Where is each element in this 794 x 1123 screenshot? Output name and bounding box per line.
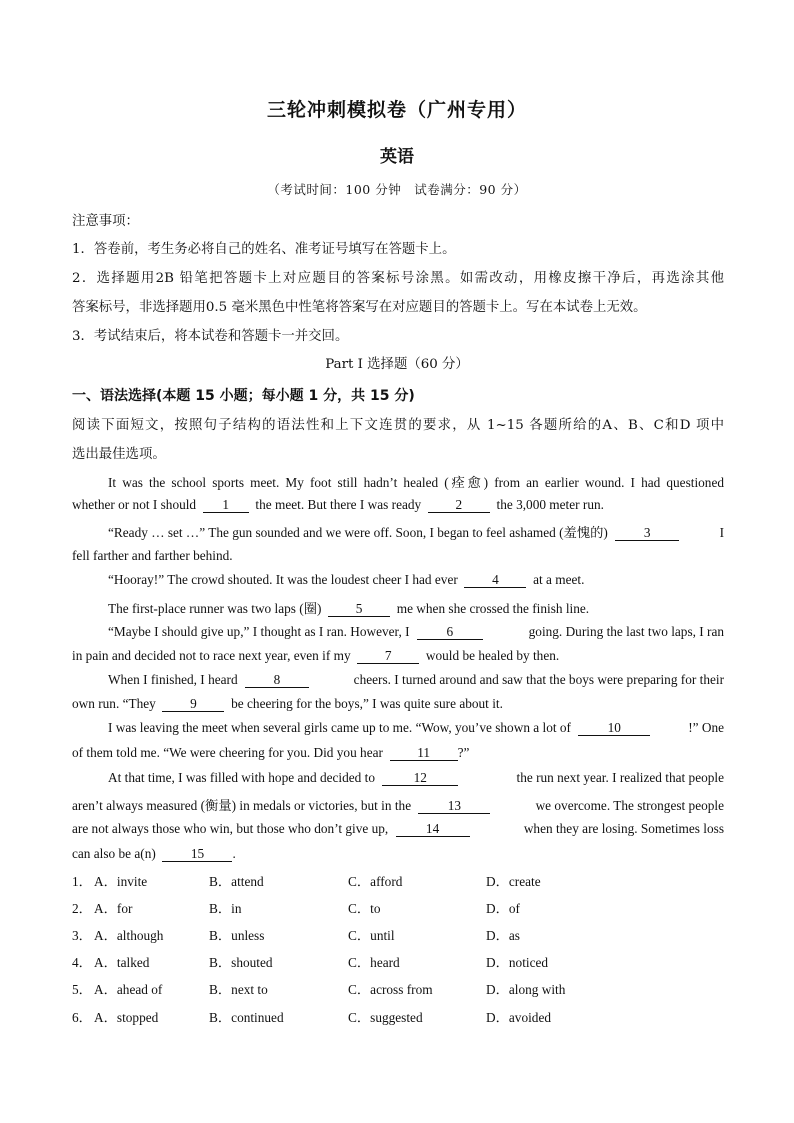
note-2-line-1: 2．选择题用2B 铅笔把答题卡上对应题目的答案标号涂黑。如需改动，用橡皮擦干净后，再选涂其他 [72, 271, 724, 286]
passage-line [72, 821, 724, 837]
blank-6: 6 [417, 625, 483, 640]
option-c[interactable]: C．heard [348, 955, 400, 970]
page-title: 三轮冲刺模拟卷（广州专用） [266, 99, 527, 121]
passage-text: own run. “They [72, 696, 156, 711]
question-number: 3． [72, 928, 92, 943]
section-heading: 一、语法选择(本题 15 小题；每小题 1 分，共 15 分) [72, 388, 415, 404]
passage-line [72, 497, 724, 513]
option-a[interactable]: A．talked [94, 955, 150, 970]
section-instruction-line-1: 阅读下面短文，按照句子结构的语法性和上下文连贯的要求，从 1~15 各题所给的A、B、C和D 项中 [72, 418, 724, 433]
passage-text: At that time, I was filled with hope and decided to [108, 770, 375, 785]
passage-text: !” One [688, 720, 724, 735]
question-number: 2． [72, 901, 92, 916]
passage-text: whether or not I should [72, 497, 197, 512]
passage-text: “Ready … set …” The gun sounded and we were off. Soon, I began to feel ashamed (羞愧的) [108, 525, 608, 540]
passage-line [72, 696, 724, 712]
option-b[interactable]: B．next to [209, 982, 268, 997]
passage-text: would be healed by then. [425, 648, 560, 663]
passage-text: The first-place runner was two laps (圈) [108, 601, 322, 616]
question-options-row [72, 952, 724, 970]
passage-text: aren’t always measured (衡量) in medals or victories, but in the [72, 798, 412, 813]
question-options-row [72, 925, 724, 943]
question-number: 5． [72, 982, 92, 997]
passage-text: going. During the last two laps, I ran [528, 624, 724, 639]
option-c[interactable]: C．afford [348, 874, 403, 889]
blank-11: 11 [390, 746, 458, 761]
option-d[interactable]: D．noticed [486, 955, 549, 970]
passage-text: the run next year. I realized that people [516, 770, 724, 785]
passage-text: the 3,000 meter run. [496, 497, 604, 512]
passage-text: of them told me. “We were cheering for you. Did you hear [72, 745, 383, 760]
passage-line [72, 846, 724, 862]
question-options-row [72, 979, 724, 997]
section-instruction-line-2: 选出最佳选项。 [72, 447, 166, 462]
passage-text: me when she crossed the finish line. [396, 601, 590, 616]
passage-text: we overcome. The strongest people [535, 798, 724, 813]
passage-text: can also be a(n) [72, 846, 156, 861]
question-options-row [72, 871, 724, 889]
note-3: 3．考试结束后，将本试卷和答题卡一并交回。 [72, 329, 349, 344]
passage-text: ?” [457, 745, 470, 760]
option-a[interactable]: A．ahead of [94, 982, 163, 997]
question-number: 4． [72, 955, 92, 970]
blank-13: 13 [418, 799, 490, 814]
blank-14: 14 [396, 822, 470, 837]
passage-text: When I finished, I heard [108, 672, 238, 687]
passage-line [72, 572, 724, 588]
passage-line: It was the school sports meet. My foot still hadn’t healed (痊愈) from an earlier wound. I had questioned [108, 475, 724, 490]
blank-7: 7 [357, 649, 419, 664]
blank-10: 10 [578, 721, 650, 736]
part-heading: Part I 选择题（60 分） [325, 357, 469, 372]
option-a[interactable]: A．invite [94, 874, 148, 889]
passage-line [72, 672, 724, 688]
option-a[interactable]: A．stopped [94, 1010, 159, 1025]
passage-text: are not always those who win, but those who don’t give up, [72, 821, 389, 836]
note-1: 1．答卷前，考生务必将自己的姓名、准考证号填写在答题卡上。 [72, 242, 456, 257]
option-d[interactable]: D．along with [486, 982, 566, 997]
passage-line [72, 522, 724, 541]
passage-text: in pain and decided not to race next year, even if my [72, 648, 351, 663]
option-c[interactable]: C．until [348, 928, 395, 943]
blank-12: 12 [382, 771, 458, 786]
blank-8: 8 [245, 673, 309, 688]
option-c[interactable]: C．suggested [348, 1010, 423, 1025]
passage-text: I was leaving the meet when several girls came up to me. “Wow, you’ve shown a lot of [108, 720, 571, 735]
passage-line [72, 598, 724, 617]
passage-line [72, 745, 724, 761]
passage-line [72, 770, 724, 786]
blank-15: 15 [162, 847, 232, 862]
option-c[interactable]: C．to [348, 901, 381, 916]
blank-2: 2 [428, 498, 490, 513]
passage-text: I [719, 525, 724, 540]
option-c[interactable]: C．across from [348, 982, 433, 997]
blank-1: 1 [203, 498, 249, 513]
passage-line [72, 648, 724, 664]
passage-text: at a meet. [533, 572, 585, 587]
passage-line: fell farther and farther behind. [72, 548, 233, 563]
option-a[interactable]: A．although [94, 928, 164, 943]
passage-text: the meet. But there I was ready [255, 497, 422, 512]
passage-text: when they are losing. Sometimes loss [523, 821, 724, 836]
notes-heading: 注意事项： [72, 214, 139, 229]
option-d[interactable]: D．avoided [486, 1010, 551, 1025]
question-number: 6． [72, 1010, 92, 1025]
option-d[interactable]: D．of [486, 901, 520, 916]
passage-line [72, 795, 724, 814]
question-options-row [72, 1007, 724, 1025]
option-b[interactable]: B．continued [209, 1010, 284, 1025]
note-2-line-2: 答案标号，非选择题用0.5 毫米黑色中性笔将答案写在对应题目的答题卡上。写在本试卷上无效。 [72, 300, 647, 315]
option-b[interactable]: B．unless [209, 928, 265, 943]
blank-5: 5 [328, 602, 390, 617]
passage-text: . [232, 846, 236, 861]
subject-title: 英语 [380, 147, 414, 167]
option-b[interactable]: B．shouted [209, 955, 273, 970]
passage-text: cheers. I turned around and saw that the boys were preparing for their [353, 672, 724, 687]
exam-info: （考试时间：100 分钟 试卷满分：90 分） [267, 182, 527, 197]
passage-text: “Hooray!” The crowd shouted. It was the loudest cheer I had ever [108, 572, 458, 587]
passage-line [72, 624, 724, 640]
option-a[interactable]: A．for [94, 901, 133, 916]
option-d[interactable]: D．as [486, 928, 520, 943]
blank-3: 3 [615, 526, 679, 541]
blank-9: 9 [162, 697, 224, 712]
passage-line [72, 720, 724, 736]
blank-4: 4 [464, 573, 526, 588]
question-number: 1． [72, 874, 92, 889]
passage-text: be cheering for the boys,” I was quite sure about it. [231, 696, 503, 711]
option-d[interactable]: D．create [486, 874, 541, 889]
option-b[interactable]: B．attend [209, 874, 264, 889]
question-options-row [72, 898, 724, 916]
option-b[interactable]: B．in [209, 901, 242, 916]
passage-text: “Maybe I should give up,” I thought as I ran. However, I [108, 624, 410, 639]
